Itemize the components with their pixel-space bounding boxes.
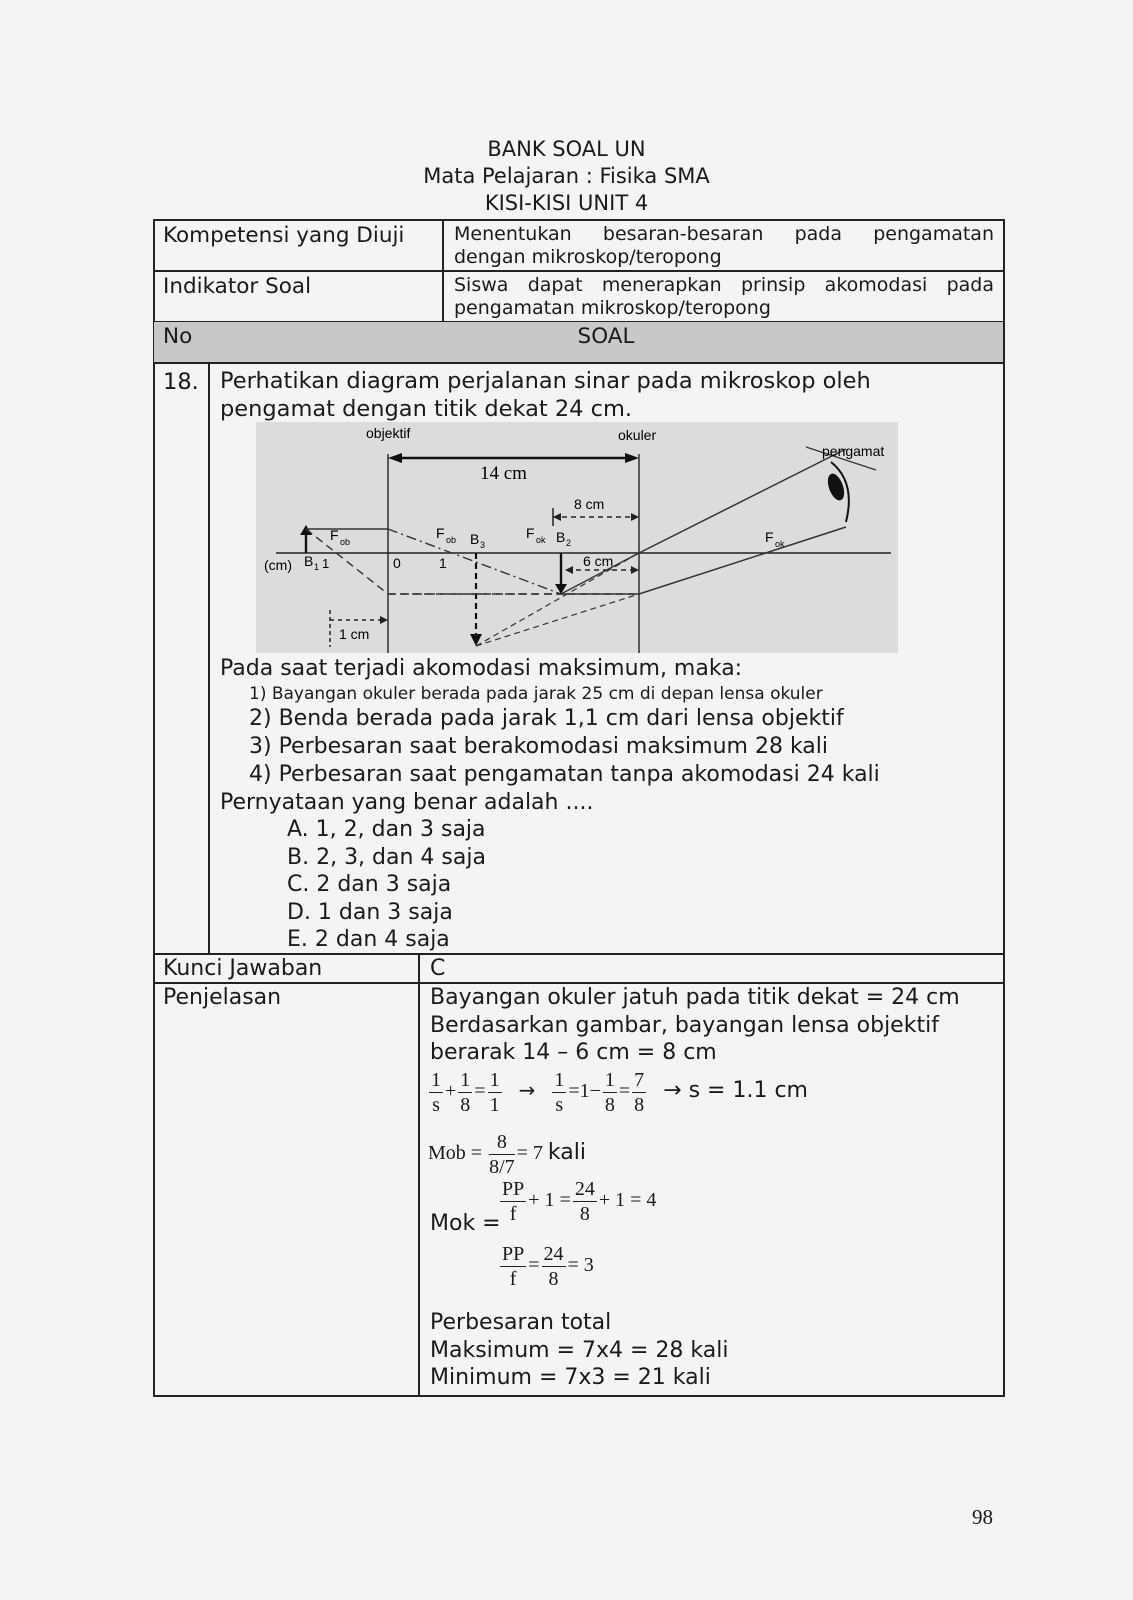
denominator: s: [555, 1094, 564, 1116]
lens-formula: [427, 1068, 808, 1117]
divider: [153, 270, 1005, 272]
label-f-ok-right: F: [765, 529, 774, 545]
border-left: [153, 219, 155, 1397]
operator: +: [445, 1080, 457, 1103]
mok-label: Mok =: [430, 1211, 501, 1236]
fraction: [429, 1068, 443, 1117]
label-b3-sub: 3: [480, 540, 486, 550]
numerator: 7: [634, 1069, 645, 1091]
label-f-ok-sub: ok: [536, 535, 546, 545]
mob-formula: [428, 1130, 586, 1179]
fraction: [632, 1068, 646, 1117]
result-s: → s = 1.1 cm: [663, 1078, 808, 1104]
label-6cm: 6 cm: [583, 553, 614, 569]
label-f-ob-sub: ob: [446, 535, 457, 545]
document-header: [0, 136, 1133, 217]
mok-formula-1: [498, 1177, 656, 1226]
question-text: [220, 367, 871, 423]
kompetensi-value: [454, 223, 994, 269]
penjelasan-text: [430, 984, 960, 1067]
explanation-line: berarak 14 – 6 cm = 8 cm: [430, 1040, 717, 1065]
numerator: 1: [431, 1069, 441, 1091]
border-bottom: [153, 1395, 1005, 1397]
fraction: [500, 1177, 526, 1226]
kunci-label: Kunci Jawaban: [163, 956, 323, 981]
operator: = 7: [516, 1142, 543, 1165]
label-f-ok: F: [526, 525, 535, 541]
fraction: [500, 1242, 526, 1291]
fraction: [458, 1068, 472, 1117]
question-line: pengamat dengan titik dekat 24 cm.: [220, 396, 633, 422]
label-8cm: 8 cm: [574, 496, 605, 512]
denominator: 8: [460, 1094, 471, 1116]
kompetensi-line: dengan mikroskop/teropong: [454, 246, 722, 268]
label-f-ok-right-sub: ok: [775, 539, 785, 549]
option-c: C. 2 dan 3 saja: [287, 872, 452, 897]
term: 1: [579, 1080, 590, 1103]
denominator: 8: [579, 1203, 590, 1225]
denominator: 8/7: [489, 1156, 515, 1178]
fraction: [542, 1242, 566, 1291]
denominator: 1: [489, 1094, 500, 1116]
label-okuler: okuler: [618, 427, 657, 443]
operator: =: [618, 1080, 631, 1103]
option-d: D. 1 dan 3 saja: [287, 899, 453, 925]
label-b2: B: [556, 529, 566, 545]
diagram-background: [256, 422, 898, 653]
operator: + 1 = 4: [598, 1189, 657, 1212]
question-number: 18.: [163, 369, 199, 395]
explanation-line: Perbesaran total: [430, 1310, 612, 1335]
indikator-line: Siswa dapat menerapkan prinsip akomodasi pada: [454, 274, 994, 296]
option-b: B. 2, 3, dan 4 saja: [287, 844, 486, 870]
question-prompt: Pernyataan yang benar adalah ....: [220, 790, 594, 815]
numerator: PP: [502, 1178, 525, 1200]
border-top: [153, 219, 1005, 221]
statement-item: 2) Benda berada pada jarak 1,1 cm dari lensa objektif: [249, 706, 844, 731]
header-title: BANK SOAL UN: [487, 137, 646, 161]
label-b1: B: [304, 553, 314, 569]
operator: =: [568, 1080, 580, 1103]
denominator: f: [509, 1203, 517, 1225]
numerator: 24: [574, 1178, 595, 1200]
numerator: 1: [554, 1069, 565, 1091]
label-14cm: 14 cm: [480, 463, 527, 484]
kompetensi-line: Menentukan besaran-besaran pada pengamatan: [454, 223, 994, 245]
explanation-line: Berdasarkan gambar, bayangan lensa objektif: [430, 1012, 939, 1038]
operator: =: [474, 1080, 486, 1103]
question-line: Perhatikan diagram perjalanan sinar pada mikroskop oleh: [220, 368, 871, 394]
divider: [442, 219, 444, 322]
explanation-line: Minimum = 7x3 = 21 kali: [430, 1365, 711, 1390]
numerator: 1: [489, 1069, 500, 1091]
label-objektif: objektif: [366, 425, 411, 441]
label-1cm: 1 cm: [339, 626, 370, 642]
label-f-ob-left-sub: ob: [340, 537, 351, 547]
denominator: 8: [634, 1094, 645, 1116]
label-one-b: 1: [322, 556, 330, 571]
indikator-line: pengamatan mikroskop/teropong: [454, 297, 771, 319]
arrow-icon: →: [518, 1078, 536, 1103]
denominator: f: [509, 1268, 517, 1290]
option-a: A. 1, 2, dan 3 saja: [287, 817, 486, 842]
operator: + 1 =: [528, 1189, 571, 1212]
numerator: 1: [604, 1069, 615, 1091]
question-table: [153, 219, 1005, 1397]
denominator: s: [432, 1094, 440, 1116]
option-e: E. 2 dan 4 saja: [287, 927, 450, 952]
answer-options: [287, 816, 486, 954]
totals: [430, 1309, 728, 1392]
header-subject: Mata Pelajaran : Fisika SMA: [423, 164, 710, 188]
operator: =: [528, 1254, 540, 1277]
label-pengamat: pengamat: [822, 443, 885, 459]
label-one: 1: [439, 555, 447, 571]
unit: kali: [547, 1140, 586, 1166]
explanation-line: Maksimum = 7x4 = 28 kali: [430, 1337, 729, 1363]
denominator: 8: [604, 1094, 615, 1116]
statement-item: 1) Bayangan okuler berada pada jarak 25 cm di depan lensa okuler: [249, 684, 823, 704]
fraction: [488, 1068, 502, 1117]
no-header: No: [163, 324, 193, 349]
page-number: 98: [972, 1505, 993, 1529]
border-right: [1003, 219, 1005, 1397]
header-unit: KISI-KISI UNIT 4: [484, 191, 649, 215]
operator: −: [589, 1080, 601, 1103]
indikator-label: Indikator Soal: [163, 274, 312, 299]
operator: = 3: [567, 1254, 594, 1277]
statement-list: [249, 705, 880, 789]
numerator: 24: [543, 1243, 564, 1265]
indikator-value: [454, 274, 994, 320]
microscope-ray-diagram: [256, 422, 898, 653]
statement-item: 4) Perbesaran saat pengamatan tanpa akomodasi 24 kali: [249, 762, 880, 787]
numerator: 8: [489, 1130, 515, 1155]
numerator: PP: [502, 1243, 525, 1265]
label-f-ob-left: F: [330, 527, 339, 543]
denominator: 8: [548, 1268, 559, 1290]
fraction: [489, 1130, 515, 1179]
mok-formula-2: [498, 1242, 594, 1291]
label-b3: B: [470, 531, 480, 547]
divider: [418, 953, 420, 1397]
label-b1-sub: 1: [314, 562, 320, 572]
label-zero: 0: [393, 555, 401, 571]
divider: [153, 362, 1005, 364]
mob-label: Mob =: [428, 1142, 483, 1165]
fraction: [573, 1177, 597, 1226]
statement-lead: Pada saat terjadi akomodasi maksimum, maka:: [220, 656, 743, 681]
soal-header: SOAL: [577, 324, 635, 349]
label-b2-sub: 2: [566, 538, 572, 548]
kunci-value: C: [430, 956, 446, 981]
statement-item: 3) Perbesaran saat berakomodasi maksimum 28 kali: [249, 734, 829, 759]
label-f-ob: F: [436, 525, 445, 541]
kompetensi-label: Kompetensi yang Diuji: [163, 223, 405, 248]
divider: [208, 321, 210, 954]
fraction: [552, 1068, 566, 1117]
numerator: 1: [460, 1069, 471, 1091]
label-cm: (cm): [264, 557, 292, 573]
penjelasan-label: Penjelasan: [163, 985, 282, 1010]
explanation-line: Bayangan okuler jatuh pada titik dekat = 24 cm: [430, 985, 960, 1010]
fraction: [603, 1068, 617, 1117]
